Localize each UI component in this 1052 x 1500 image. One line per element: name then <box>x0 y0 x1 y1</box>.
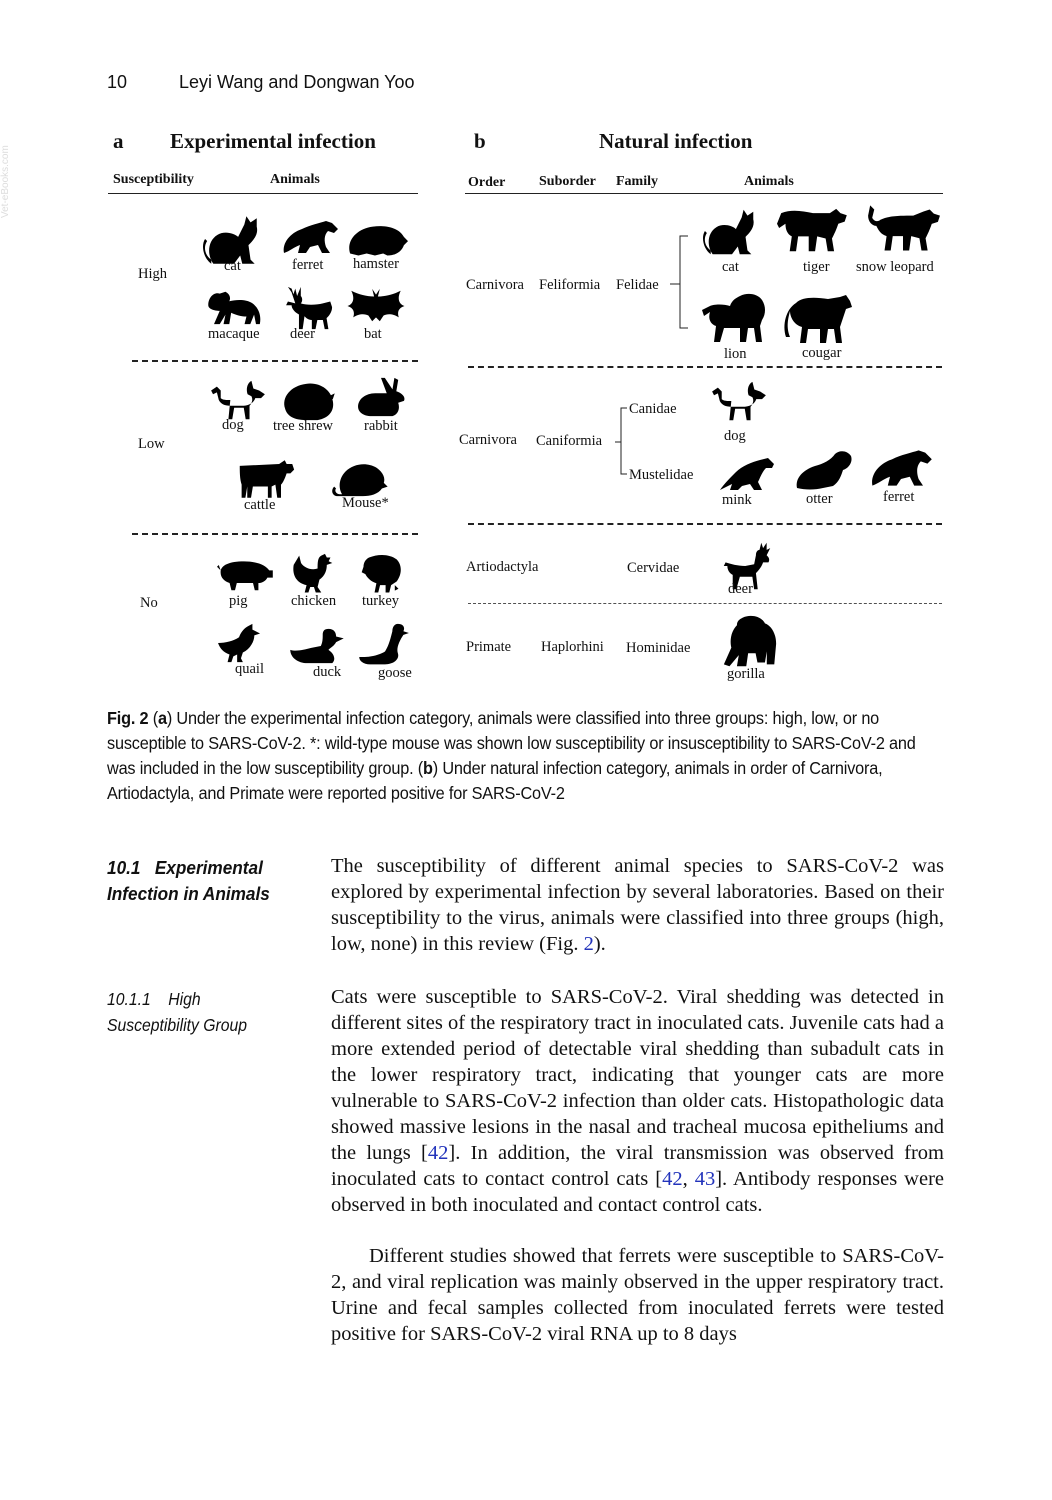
animal-label: tiger <box>803 259 830 275</box>
animal-label: lion <box>724 346 747 362</box>
group-label-high: High <box>138 266 167 282</box>
cattle-silhouette <box>236 456 296 502</box>
group-divider <box>132 533 418 535</box>
animal-label: bat <box>364 326 382 342</box>
section-number: 10.1 <box>107 857 141 878</box>
col-order: Order <box>468 175 506 190</box>
animal-label: deer <box>290 326 315 342</box>
animal-label: cattle <box>244 497 276 513</box>
animal-label: duck <box>313 664 342 680</box>
citation-separator: , <box>682 1168 695 1190</box>
citation-ref-link[interactable]: 42 <box>427 1142 449 1164</box>
section-title: Infection in Animals <box>107 883 270 904</box>
paragraph-text: The susceptibility of different animal species to SARS-CoV-2 was explored by experimental infection by several laboratories. Based on their susceptibility to the virus, animals were classified into three groups (high, low, none) in this review (Fig. <box>331 855 944 955</box>
section-10-1-1-paragraph-1 <box>331 984 944 1218</box>
panel-b-title: Natural infection <box>599 129 753 153</box>
order-label: Carnivora <box>466 277 524 293</box>
hamster-silhouette <box>346 220 408 258</box>
quail-silhouette <box>216 622 264 664</box>
ferret-silhouette <box>280 216 340 258</box>
header-authors: Leyi Wang and Dongwan Yoo <box>179 72 415 92</box>
paragraph-text: ). <box>593 933 606 955</box>
mink-silhouette <box>716 454 776 494</box>
order-label: Artiodactyla <box>466 559 539 575</box>
snow-leopard-silhouette <box>864 203 942 255</box>
row-divider <box>468 366 942 368</box>
watermark: Vet-eBooks.com <box>0 145 11 218</box>
caption-b-letter: b <box>423 758 433 778</box>
section-number: 10.1.1 <box>107 989 151 1009</box>
caption-a-letter: a <box>157 708 167 728</box>
col-animals-b: Animals <box>744 174 794 189</box>
animal-label: cat <box>722 259 739 275</box>
chicken-silhouette <box>290 552 336 598</box>
turkey-silhouette <box>358 552 404 598</box>
animal-label: quail <box>235 661 264 677</box>
goose-silhouette <box>357 622 413 668</box>
panel-a-header-rule <box>108 193 418 194</box>
group-divider <box>132 360 418 362</box>
col-family: Family <box>616 174 658 189</box>
animal-label: ferret <box>883 489 915 505</box>
section-10-1-1-heading <box>107 986 247 1038</box>
section-10-1-heading <box>107 855 270 907</box>
bat-silhouette <box>345 287 407 325</box>
suborder-label: Feliformia <box>539 277 601 293</box>
suborder-label: Caniformia <box>536 433 603 449</box>
duck-silhouette <box>288 625 346 667</box>
caption-label: Fig. 2 <box>107 708 149 728</box>
panel-a-title: Experimental infection <box>170 129 376 153</box>
section-title: High <box>168 989 201 1009</box>
gorilla-silhouette <box>720 614 780 670</box>
section-10-1-1-paragraph-2: Different studies showed that ferrets were susceptible to SARS-CoV-2, and viral replication was mainly observed in the upper respiratory tract. Urine and fecal samples collected from inoculated ferrets were tested positive for SARS-CoV-2 viral RNA up to 8 days <box>331 1245 944 1345</box>
cougar-silhouette <box>782 293 856 345</box>
animal-label: pig <box>229 593 248 609</box>
caniformia-bracket <box>611 402 631 480</box>
animal-label: otter <box>806 491 833 507</box>
running-header <box>107 72 415 93</box>
paragraph-text: Cats were susceptible to SARS-CoV-2. Viral shedding was detected in different sites of the respiratory tract in inoculated cats. Juvenile cats had a more extended period of detectable viral shedding than subadult cats in the lower respiratory tract, indicating that younger cats are more vulnerable to SARS-CoV-2 infection than older cats. Histopathologic data showed massive lesions in the nasal and tracheal mucosa epitheliums and the lungs [ <box>331 986 944 1164</box>
group-label-no: No <box>140 595 158 611</box>
paragraph-text: ]. In addition, the viral transmission was observed from inoculated cats to contact control cats [ <box>331 1142 944 1190</box>
family-label: Hominidae <box>626 640 691 656</box>
felidae-bracket <box>666 234 692 330</box>
family-label: Canidae <box>629 401 677 417</box>
macaque-silhouette <box>205 286 265 328</box>
panel-b-header-rule <box>465 193 943 194</box>
group-label-low: Low <box>138 436 165 452</box>
order-label: Primate <box>466 639 512 655</box>
tree-shrew-silhouette <box>278 380 338 422</box>
animal-label: snow leopard <box>856 259 934 275</box>
panel-b-letter: b <box>474 129 486 153</box>
section-10-1-paragraph <box>331 853 944 957</box>
pig-silhouette <box>215 556 273 592</box>
animal-label: macaque <box>208 326 260 342</box>
animal-label: ferret <box>292 257 324 273</box>
ferret-silhouette <box>868 446 934 490</box>
animal-label: chicken <box>291 593 337 609</box>
order-label: Carnivora <box>459 432 517 448</box>
animal-label: cat <box>224 258 241 274</box>
panel-a-letter: a <box>113 129 124 153</box>
row-divider <box>468 523 942 525</box>
rabbit-silhouette <box>352 376 410 420</box>
cat-silhouette <box>703 206 761 258</box>
figure-caption: Fig. 2 (a) Under the experimental infection category, animals were classified into three groups: high, low, or no susceptible to SARS-CoV-2. *: wild-type mouse was shown low susceptibility or insusceptibility to SARS-CoV-2 and was included in the low susceptibility group. (b) Under natural infection category, animals in order of Carnivora, Artiodactyla, and Primate were reported positive for SARS-CoV-2 <box>107 708 916 803</box>
animal-label: goose <box>378 665 412 681</box>
citation-ref-link[interactable]: 42 <box>662 1168 683 1190</box>
family-label: Felidae <box>616 277 659 293</box>
caption-a-text: ) Under the experimental infection category, animals were classified into three groups: high, low, or no susceptible to SARS-CoV-2. *: wild-type mouse was shown low susceptibility or insusceptibility to SARS-CoV-2 and was included in the low susceptibility group. ( <box>107 708 916 778</box>
tiger-silhouette <box>777 204 851 254</box>
citation-ref-link[interactable]: 43 <box>694 1168 716 1190</box>
animal-label: tree shrew <box>273 418 333 434</box>
caption-b-text: ) Under natural infection category, animals in order of Carnivora, Artiodactyla, and Primate were reported positive for SARS-CoV-2 <box>107 758 883 803</box>
family-label: Mustelidae <box>629 467 694 483</box>
figure-ref-link[interactable]: 2 <box>583 933 594 955</box>
mouse-silhouette <box>328 458 390 500</box>
col-animals-a: Animals <box>270 172 320 187</box>
section-title: Susceptibility Group <box>107 1015 248 1035</box>
row-divider <box>468 603 942 604</box>
family-label: Cervidae <box>627 560 680 576</box>
deer-silhouette <box>282 285 338 331</box>
animal-label: deer <box>728 581 753 597</box>
animal-label: hamster <box>353 256 399 272</box>
col-suborder: Suborder <box>539 174 596 189</box>
animal-label: dog <box>222 417 244 433</box>
col-susceptibility: Susceptibility <box>113 172 194 187</box>
animal-label: gorilla <box>727 666 765 682</box>
page-number: 10 <box>107 72 128 92</box>
section-title: Experimental <box>154 857 263 878</box>
otter-silhouette <box>790 448 856 494</box>
animal-label: dog <box>724 428 746 444</box>
paragraph-text: ]. Antibody responses were observed in both inoculated and contact control cats. <box>331 1168 945 1216</box>
suborder-label: Haplorhini <box>541 639 604 655</box>
dog-silhouette <box>710 378 768 426</box>
animal-label: mink <box>722 492 752 508</box>
animal-label: rabbit <box>364 418 398 434</box>
animal-label: turkey <box>362 593 400 609</box>
animal-label: Mouse* <box>342 495 389 511</box>
animal-label: cougar <box>802 345 842 361</box>
lion-silhouette <box>700 292 770 344</box>
